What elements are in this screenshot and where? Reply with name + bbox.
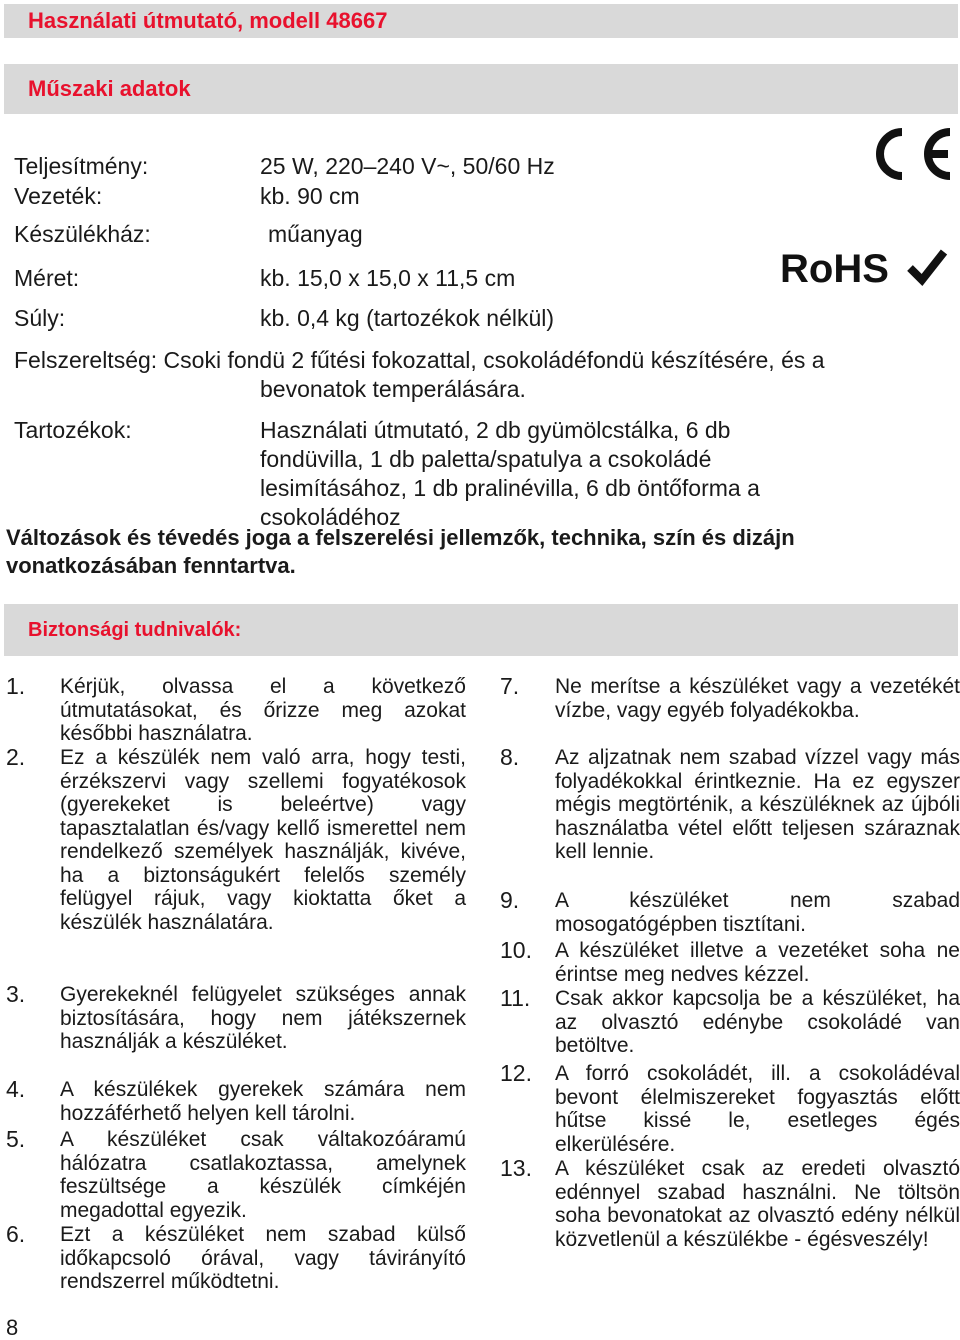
- ce-mark-icon: [862, 126, 958, 187]
- spec-label-cable: Vezeték:: [14, 183, 103, 209]
- spec-label-power: Teljesítmény:: [14, 153, 149, 179]
- safety-item-number: 4.: [6, 1076, 26, 1102]
- safety-item-number: 3.: [6, 981, 26, 1007]
- manual-title-bar: [4, 4, 958, 38]
- specs-heading: Műszaki adatok: [28, 76, 191, 101]
- spec-value-cable: kb. 90 cm: [260, 183, 360, 209]
- safety-item-number: 9.: [500, 887, 520, 913]
- accessories-value: Használati útmutató, 2 db gyümölcstálka, 6 db fondüvilla, 1 db paletta/spatulya a csokoládé lesimításához, 1 db pralinévilla, 6 db öntőforma a csokoládéhoz: [260, 417, 760, 530]
- safety-item-text: A készülékek gyerekek számára nem hozzáférhető helyen kell tárolni.: [60, 1078, 466, 1125]
- safety-item-number: 13.: [500, 1155, 532, 1181]
- safety-item-text: A készüléket illetve a vezetéket soha ne érintse meg nedves kézzel.: [555, 939, 960, 986]
- safety-item-number: 11.: [500, 985, 531, 1011]
- safety-item-number: 1.: [6, 673, 26, 699]
- rohs-mark-svg: [780, 246, 948, 290]
- spec-label-weight: Súly:: [14, 305, 66, 331]
- safety-item-text: Kérjük, olvassa el a következő útmutatásokat, és őrizze meg azokat későbbi használatra.: [60, 675, 466, 745]
- specs-heading-bar: [4, 64, 958, 114]
- spec-value-power: 25 W, 220–240 V~, 50/60 Hz: [260, 153, 555, 179]
- page-number: 8: [6, 1315, 19, 1340]
- accessories-label: Tartozékok:: [14, 417, 132, 443]
- equipment-text: [14, 346, 894, 404]
- spec-value-size: kb. 15,0 x 15,0 x 11,5 cm: [260, 265, 516, 291]
- safety-item-text: A készüléket csak váltakozóáramú hálózatra csatlakoztassa, amelynek feszültsége a készülék címkéjén megadottal egyezik.: [60, 1128, 466, 1222]
- safety-item-number: 10.: [500, 937, 532, 963]
- safety-item-text: Ez a készülék nem való arra, hogy testi, érzékszervi vagy szellemi fogyatékosok (gyerekeket is beleértve) vagy tapasztalatlan és/vagy kellő ismerettel nem rendelkező személyek használják, kivéve, ha a biztonságukért felelős személy felügyel rájuk, vagy kioktatta őket a készülék használatára.: [60, 746, 466, 934]
- safety-item-number: 7.: [500, 673, 520, 699]
- spec-label-size: Méret:: [14, 265, 80, 291]
- safety-item-number: 6.: [6, 1221, 26, 1247]
- equipment-line: Felszereltség: Csoki fondü 2 fűtési fokozattal, csokoládéfondü készítésére, és a bevonatok temperálására.: [14, 347, 825, 402]
- safety-item-number: 8.: [500, 744, 520, 770]
- svg-text:RoHS: RoHS: [780, 247, 889, 290]
- spec-label-housing: Készülékház:: [14, 221, 151, 247]
- safety-item-number: 12.: [500, 1060, 532, 1086]
- safety-item-text: A készüléket nem szabad mosogatógépben tisztítani.: [555, 889, 960, 936]
- safety-item-text: Ne merítse a készüléket vagy a vezetékét vízbe, vagy egyéb folyadékokba.: [555, 675, 960, 722]
- safety-item-text: Csak akkor kapcsolja be a készüléket, ha az olvasztó edénybe csokoládé van betöltve.: [555, 987, 960, 1057]
- safety-item-text: Gyerekeknél felügyelet szükséges annak biztosítására, hogy nem játékszernek használják a készüléket.: [60, 983, 466, 1053]
- safety-item-number: 2.: [6, 744, 26, 770]
- change-notice: Változások és tévedés joga a felszerelési jellemzők, technika, szín és dizájn vonatkozásában fenntartva.: [6, 525, 795, 578]
- safety-heading-bar: [4, 604, 958, 656]
- safety-item-number: 5.: [6, 1126, 26, 1152]
- spec-value-weight: kb. 0,4 kg (tartozékok nélkül): [260, 305, 555, 331]
- safety-item-text: A forró csokoládét, ill. a csokoládéval bevont élelmiszereket fogyasztás előtt hűtse kissé le, esetleges égés elkerülésére.: [555, 1062, 960, 1156]
- manual-title: Használati útmutató, modell 48667: [28, 8, 388, 33]
- rohs-check-icon: [780, 246, 948, 295]
- spec-value-housing: műanyag: [268, 221, 363, 247]
- safety-item-text: Ezt a készüléket nem szabad külső időkapcsoló órával, vagy távirányító rendszerrel működtetni.: [60, 1223, 466, 1293]
- safety-item-text: A készüléket csak az eredeti olvasztó edénnyel szabad használni. Ne töltsön soha bevonatokat az olvasztó edény nélkül közvetlenül a készülékbe - égésveszély!: [555, 1157, 960, 1251]
- ce-mark-svg: [862, 126, 958, 182]
- safety-item-text: Az aljzatnak nem szabad vízzel vagy más folyadékokkal érintkeznie. Ha ez egyszer mégis megtörténik, a készüléknek az újbóli használatba vétel előtt teljesen száraznak kell lennie.: [555, 746, 960, 863]
- safety-heading: Biztonsági tudnivalók:: [28, 619, 242, 641]
